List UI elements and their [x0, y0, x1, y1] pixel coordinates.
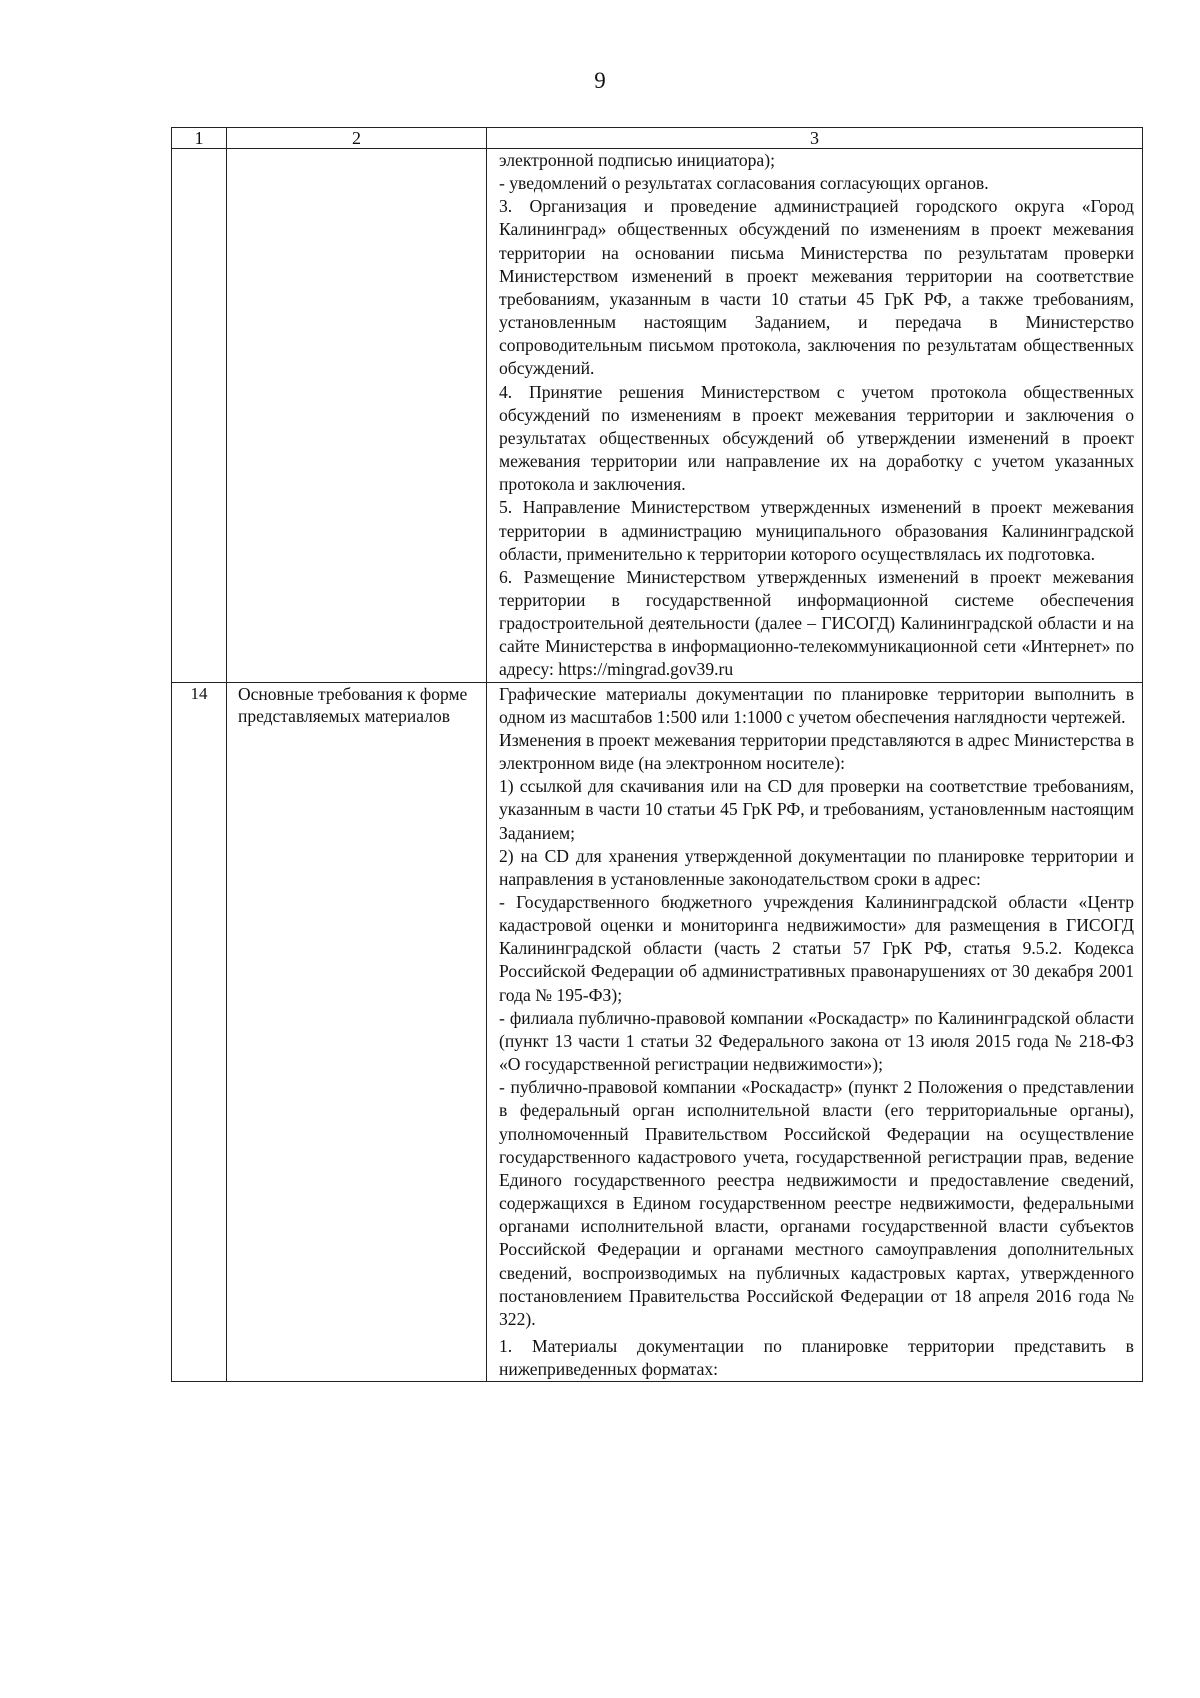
paragraph: - уведомлений о результатах согласования согласующих органов. — [499, 173, 989, 194]
row-title — [227, 149, 487, 683]
paragraph: электронной подписью инициатора); — [499, 150, 775, 170]
paragraph: 1) ссылкой для скачивания или на CD для проверки на соответствие требованиям, указанным в части 10 статьи 45 ГрК РФ, и требованиям, установленным настоящим Заданием; — [499, 776, 1134, 843]
paragraph: Графические материалы документации по планировке территории выполнить в одном из масштабов 1:500 или 1:1000 с учетом обеспечения наглядности чертежей. — [499, 683, 1134, 727]
table-row — [172, 149, 1143, 683]
column-header-3: 3 — [487, 128, 1143, 149]
paragraph: 6. Размещение Министерством утвержденных изменений в проект межевания территории в государственной информационной системе обеспечения градостроительной деятельности (далее – ГИСОГД) Калининградской области и на сайте Министерства в информационно-телекоммуникационной сети «Интернет» по адресу: https://mingrad.gov39.ru — [499, 566, 1134, 680]
column-header-2: 2 — [227, 128, 487, 149]
paragraph: - филиала публично-правовой компании «Роскадастр» по Калининградской области (пункт 13 части 1 статьи 32 Федерального закона от 13 июля 2015 года № 218-ФЗ «О государственной регистрации недвижимости»); — [499, 1007, 1134, 1075]
paragraph: 2) на CD для хранения утвержденной документации по планировке территории и направления в установленные законодательством сроки в адрес: — [499, 845, 1134, 889]
page-number: 9 — [594, 68, 606, 93]
row-content — [487, 682, 1143, 1382]
paragraph: 3. Организация и проведение администрацией городского округа «Город Калининград» общественных обсуждений по изменениям в проект межевания территории на основании письма Министерства по результатам проверки Министерством изменений в проект межевания территории на соответствие требованиям, указанным в части 10 статьи 45 ГрК РФ, а также требованиям, установленным настоящим Заданием, и передача в Министерство сопроводительным письмом протокола, заключения по результатам общественных обсуждений. — [499, 196, 1134, 379]
column-header-1: 1 — [172, 128, 227, 149]
paragraph: 4. Принятие решения Министерством с учетом протокола общественных обсуждений по изменениям в проект межевания территории и заключения о результатах общественных обсуждений об утверждении изменений в проект межевания территории или направление их на доработку с учетом указанных протокола и заключения. — [499, 381, 1134, 495]
paragraph: - Государственного бюджетного учреждения Калининградской области «Центр кадастровой оценки и мониторинга недвижимости» для размещения в ГИСОГД Калининградской области (часть 2 статьи 57 ГрК РФ, статья 9.5.2. Кодекса Российской Федерации об административных правонарушениях от 30 декабря 2001 года № 195-ФЗ); — [499, 892, 1134, 1005]
requirements-table — [171, 127, 1143, 1382]
row-number: 14 — [172, 682, 227, 1382]
paragraph: 5. Направление Министерством утвержденных изменений в проект межевания территории в администрацию муниципального образования Калининградской области, применительно к территории которого осуществлялась их подготовка. — [499, 497, 1134, 564]
table-header-row — [172, 128, 1143, 149]
paragraph: - публично-правовой компании «Роскадастр» (пункт 2 Положения о представлении в федеральный орган исполнительной власти (его территориальные органы), уполномоченный Правительством Российской Федерации на осуществление государственного кадастрового учета, государственной регистрации прав, ведение Единого государственного реестра недвижимости и предоставление сведений, содержащихся в Едином государственном реестре недвижимости, федеральными органами исполнительной власти, органами государственной власти субъектов Российской Федерации и органами местного самоуправления дополнительных сведений, воспроизводимых на публичных кадастровых картах, утвержденного постановлением Правительства Российской Федерации от 18 апреля 2016 года № 322). — [499, 1077, 1134, 1329]
row-number — [172, 149, 227, 683]
row-content — [487, 149, 1143, 683]
paragraph: 1. Материалы документации по планировке территории представить в нижеприведенных форматах: — [499, 1335, 1134, 1380]
table-row — [172, 682, 1143, 1382]
row-title: Основные требования к форме представляемых материалов — [227, 682, 487, 1382]
paragraph: Изменения в проект межевания территории представляются в адрес Министерства в электронном виде (на электронном носителе): — [499, 729, 1134, 774]
